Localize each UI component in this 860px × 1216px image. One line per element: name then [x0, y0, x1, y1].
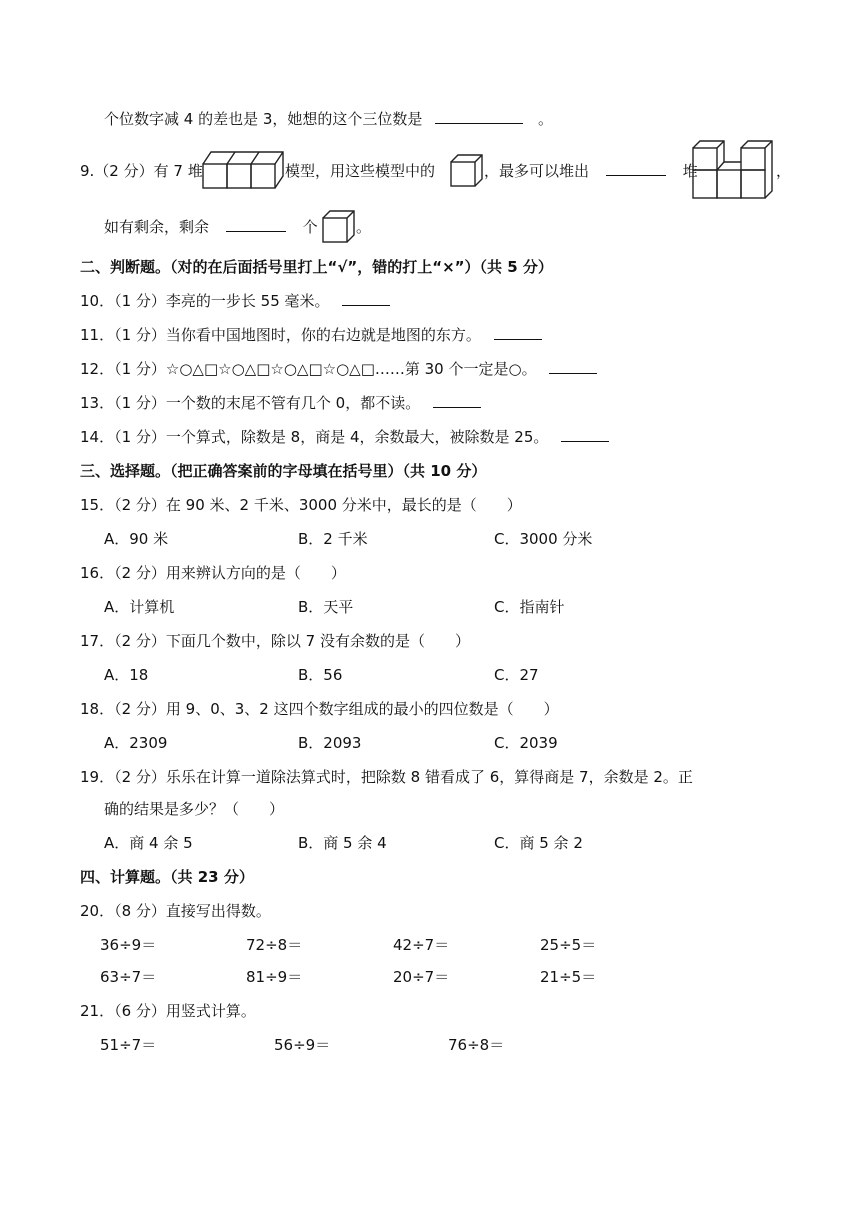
single-cube-icon: [450, 154, 484, 188]
choice-17-option-b[interactable]: B．56: [298, 666, 343, 684]
choice-16-option-a[interactable]: A．计算机: [104, 598, 175, 616]
choice-18-option-b[interactable]: B．2093: [298, 734, 362, 752]
judge-text-14: 14．（1 分）一个算式，除数是 8，商是 4，余数最大，被除数是 25。: [80, 428, 549, 446]
choice-question-15: 15．（2 分）在 90 米、2 千米、3000 分米中，最长的是（ ）: [80, 496, 522, 514]
choice-17-option-a[interactable]: A．18: [104, 666, 149, 684]
q9-remain-text: 如有剩余，剩余: [104, 218, 210, 236]
q9-comma: ，: [776, 162, 792, 180]
q20-item: 20÷7＝: [393, 968, 450, 986]
judge-blank-14[interactable]: [561, 427, 609, 442]
q8-text: 个位数字减 4 的差也是 3，她想的这个三位数是: [104, 110, 423, 128]
stacked-cubes-model-icon: [692, 140, 774, 200]
choice-19-option-c[interactable]: C．商 5 余 2: [494, 834, 583, 852]
q9-line2: [104, 216, 318, 238]
q20-item: 25÷5＝: [540, 936, 597, 954]
q20-item: 72÷8＝: [246, 936, 303, 954]
q21-item: 76÷8＝: [448, 1036, 505, 1054]
judge-item-10: [80, 290, 390, 312]
q8-answer-blank[interactable]: [435, 109, 523, 124]
choice-15-option-a[interactable]: A．90 米: [104, 530, 169, 548]
judge-text-11: 11．（1 分）当你看中国地图时，你的右边就是地图的东方。: [80, 326, 481, 344]
q20-item: 81÷9＝: [246, 968, 303, 986]
q8-end: 。: [537, 110, 553, 128]
q9-mid2: ，最多可以堆出: [484, 162, 590, 180]
q9-dui: 堆: [682, 162, 698, 180]
choice-18-option-c[interactable]: C．2039: [494, 734, 558, 752]
choice-19-option-b[interactable]: B．商 5 余 4: [298, 834, 387, 852]
judge-text-13: 13．（1 分）一个数的末尾不管有几个 0，都不读。: [80, 394, 421, 412]
q9-ge: 个: [302, 218, 318, 236]
judge-item-11: [80, 324, 542, 346]
judge-item-13: [80, 392, 481, 414]
q9-prefix: 9.（2 分）有 7 堆: [80, 162, 203, 180]
q20-title: 20．（8 分）直接写出得数。: [80, 902, 271, 920]
q9-mid1: 模型，用这些模型中的: [285, 162, 436, 180]
choice-question-17: 17．（2 分）下面几个数中，除以 7 没有余数的是（ ）: [80, 632, 470, 650]
q9-stack-blank[interactable]: [606, 161, 666, 176]
choice-16-option-b[interactable]: B．天平: [298, 598, 354, 616]
choice-19-option-a[interactable]: A．商 4 余 5: [104, 834, 193, 852]
judge-blank-10[interactable]: [342, 291, 390, 306]
judge-text-12: 12．（1 分）☆○△□☆○△□☆○△□☆○△□……第 30 个一定是○。: [80, 360, 537, 378]
choice-question-19-line1: 19．（2 分）乐乐在计算一道除法算式时，把除数 8 错看成了 6，算得商是 7，余数是 2。正: [80, 768, 693, 786]
q21-item: 56÷9＝: [274, 1036, 331, 1054]
single-cube-icon-2: [322, 210, 356, 244]
choice-17-option-c[interactable]: C．27: [494, 666, 539, 684]
q9-remain-blank[interactable]: [226, 217, 286, 232]
section-judge-heading: 二、判断题。（对的在后面括号里打上“√”，错的打上“×”）（共 5 分）: [80, 258, 553, 276]
section-choice-heading: 三、选择题。（把正确答案前的字母填在括号里）（共 10 分）: [80, 462, 487, 480]
q20-item: 36÷9＝: [100, 936, 157, 954]
judge-blank-13[interactable]: [433, 393, 481, 408]
choice-question-16: 16．（2 分）用来辨认方向的是（ ）: [80, 564, 346, 582]
choice-question-18: 18．（2 分）用 9、0、3、2 这四个数字组成的最小的四位数是（ ）: [80, 700, 559, 718]
q20-item: 42÷7＝: [393, 936, 450, 954]
choice-15-option-b[interactable]: B．2 千米: [298, 530, 368, 548]
section-calc-heading: 四、计算题。（共 23 分）: [80, 868, 254, 886]
q21-item: 51÷7＝: [100, 1036, 157, 1054]
choice-15-option-c[interactable]: C．3000 分米: [494, 530, 593, 548]
choice-16-option-c[interactable]: C．指南针: [494, 598, 565, 616]
judge-blank-11[interactable]: [494, 325, 542, 340]
choice-18-option-a[interactable]: A．2309: [104, 734, 168, 752]
judge-blank-12[interactable]: [549, 359, 597, 374]
judge-text-10: 10．（1 分）李亮的一步长 55 毫米。: [80, 292, 330, 310]
judge-item-12: [80, 358, 597, 380]
q20-item: 21÷5＝: [540, 968, 597, 986]
q20-item: 63÷7＝: [100, 968, 157, 986]
choice-question-19-line2: 确的结果是多少？（ ）: [104, 800, 285, 818]
judge-item-14: [80, 426, 609, 448]
q8-tail-line: [104, 108, 553, 130]
q21-title: 21．（6 分）用竖式计算。: [80, 1002, 256, 1020]
q9-mid2-line: [484, 160, 698, 182]
q9-end: 。: [356, 218, 372, 236]
three-cube-model-icon: [202, 150, 284, 190]
